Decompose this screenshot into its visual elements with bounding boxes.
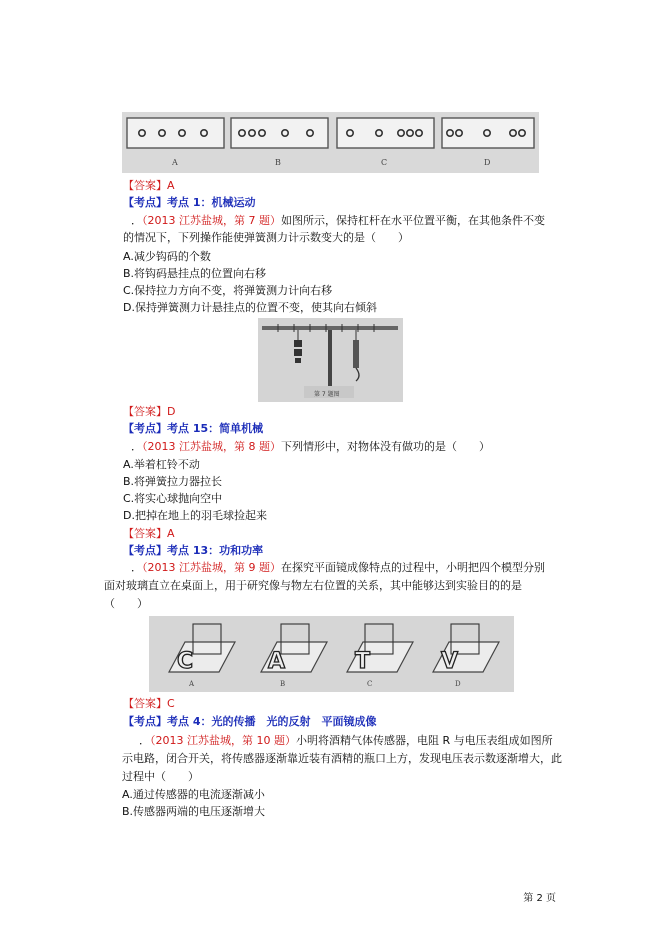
q7-option-b: B.将钩码悬挂点的位置向右移 — [123, 267, 267, 280]
q7-source: （2013 江苏盐城，第 7 题） — [142, 214, 281, 227]
answer-1 — [123, 179, 175, 193]
answer-4 — [123, 697, 175, 711]
answer-tag: 【答案】 — [123, 405, 167, 418]
q10-line-3: 过程中（ ） — [122, 770, 199, 783]
q9-line-1 — [131, 561, 545, 575]
q8-option-d: D.把掉在地上的羽毛球捡起来 — [123, 509, 267, 522]
q10-option-b: B.传感器两端的电压逐渐增大 — [122, 805, 266, 818]
q10-line-1 — [139, 734, 553, 748]
fig1-label-c: C — [381, 158, 388, 167]
lever-figure-caption: 第 7 题图 — [314, 391, 340, 398]
kaodian-2 — [123, 422, 263, 436]
kaodian-tag: 【考点】 — [123, 196, 167, 209]
q7-line-2: 的情况下，下列操作能使弹簧测力计示数变大的是（ ） — [123, 231, 409, 244]
fig3-label-d: D — [455, 680, 461, 688]
q8-line-1 — [131, 440, 490, 454]
answer-value: D — [167, 405, 176, 418]
kaodian-tag: 【考点】 — [123, 715, 167, 728]
fig3-label-b: B — [280, 680, 286, 688]
answer-tag: 【答案】 — [123, 179, 167, 192]
q9-text-1: 在探究平面镜成像特点的过程中，小明把四个模型分别 — [280, 561, 545, 574]
q10-text-1: 小明将酒精气体传感器，电阻 R 与电压表组成如图所 — [295, 734, 553, 747]
fig1-label-a: A — [172, 158, 178, 167]
fig1-label-b: B — [275, 158, 281, 167]
q9-prefix: ． — [131, 561, 142, 574]
fig1-label-d: D — [484, 158, 491, 167]
kaodian-1 — [123, 196, 255, 210]
figure-lever — [258, 318, 403, 402]
answer-tag: 【答案】 — [123, 697, 167, 710]
q10-prefix: ． — [139, 734, 150, 747]
kaodian-4 — [123, 715, 376, 729]
answer-3 — [123, 527, 175, 541]
q7-prefix: ． — [131, 214, 142, 227]
answer-tag: 【答案】 — [123, 527, 167, 540]
answer-2 — [123, 405, 175, 419]
figure-bead-panels — [122, 112, 539, 173]
kaodian-tag: 【考点】 — [123, 544, 167, 557]
q7-text-1: 如图所示，保持杠杆在水平位置平衡，在其他条件不变 — [280, 214, 545, 227]
q8-option-a: A.举着杠铃不动 — [123, 458, 200, 471]
q7-option-a: A.减少钩码的个数 — [123, 250, 211, 263]
q8-option-c: C.将实心球抛向空中 — [123, 492, 223, 505]
answer-value: C — [167, 697, 175, 710]
q8-source: （2013 江苏盐城，第 8 题） — [142, 440, 281, 453]
page-number: 第 2 页 — [523, 893, 556, 904]
model-letter-c: C — [177, 649, 194, 674]
model-letter-t: T — [355, 649, 371, 674]
q7-line-1 — [131, 214, 545, 228]
q9-source: （2013 江苏盐城，第 9 题） — [142, 561, 281, 574]
kaodian-label: 考点 13：功和功率 — [167, 544, 264, 557]
kaodian-label: 考点 1：机械运动 — [167, 196, 256, 209]
figure-mirror-models — [149, 616, 514, 692]
kaodian-label: 考点 15：简单机械 — [167, 422, 264, 435]
q7-option-c: C.保持拉力方向不变，将弹簧测力计向右移 — [123, 284, 333, 297]
q8-prefix: ． — [131, 440, 142, 453]
q9-line-3: （ ） — [104, 597, 148, 610]
kaodian-tag: 【考点】 — [123, 422, 167, 435]
q10-option-a: A.通过传感器的电流逐渐减小 — [122, 788, 265, 801]
q10-line-2: 示电路，闭合开关，将传感器逐渐靠近装有酒精的瓶口上方，发现电压表示数逐渐增大，此 — [122, 752, 562, 765]
q8-text-1: 下列情形中，对物体没有做功的是（ ） — [280, 440, 490, 453]
fig3-label-c: C — [367, 680, 373, 688]
model-letter-a: A — [268, 649, 286, 674]
q10-source: （2013 江苏盐城，第 10 题） — [150, 734, 296, 747]
kaodian-3 — [123, 544, 263, 558]
kaodian-label: 考点 4：光的传播 光的反射 平面镜成像 — [167, 715, 377, 728]
answer-value: A — [167, 179, 175, 192]
q8-option-b: B.将弹簧拉力器拉长 — [123, 475, 223, 488]
answer-value: A — [167, 527, 175, 540]
model-letter-v: V — [441, 649, 459, 674]
q7-option-d: D.保持弹簧测力计悬挂点的位置不变，使其向右倾斜 — [123, 301, 377, 314]
q9-line-2: 面对玻璃直立在桌面上，用于研究像与物左右位置的关系，其中能够达到实验目的的是 — [104, 579, 522, 592]
fig3-label-a: A — [189, 680, 195, 688]
